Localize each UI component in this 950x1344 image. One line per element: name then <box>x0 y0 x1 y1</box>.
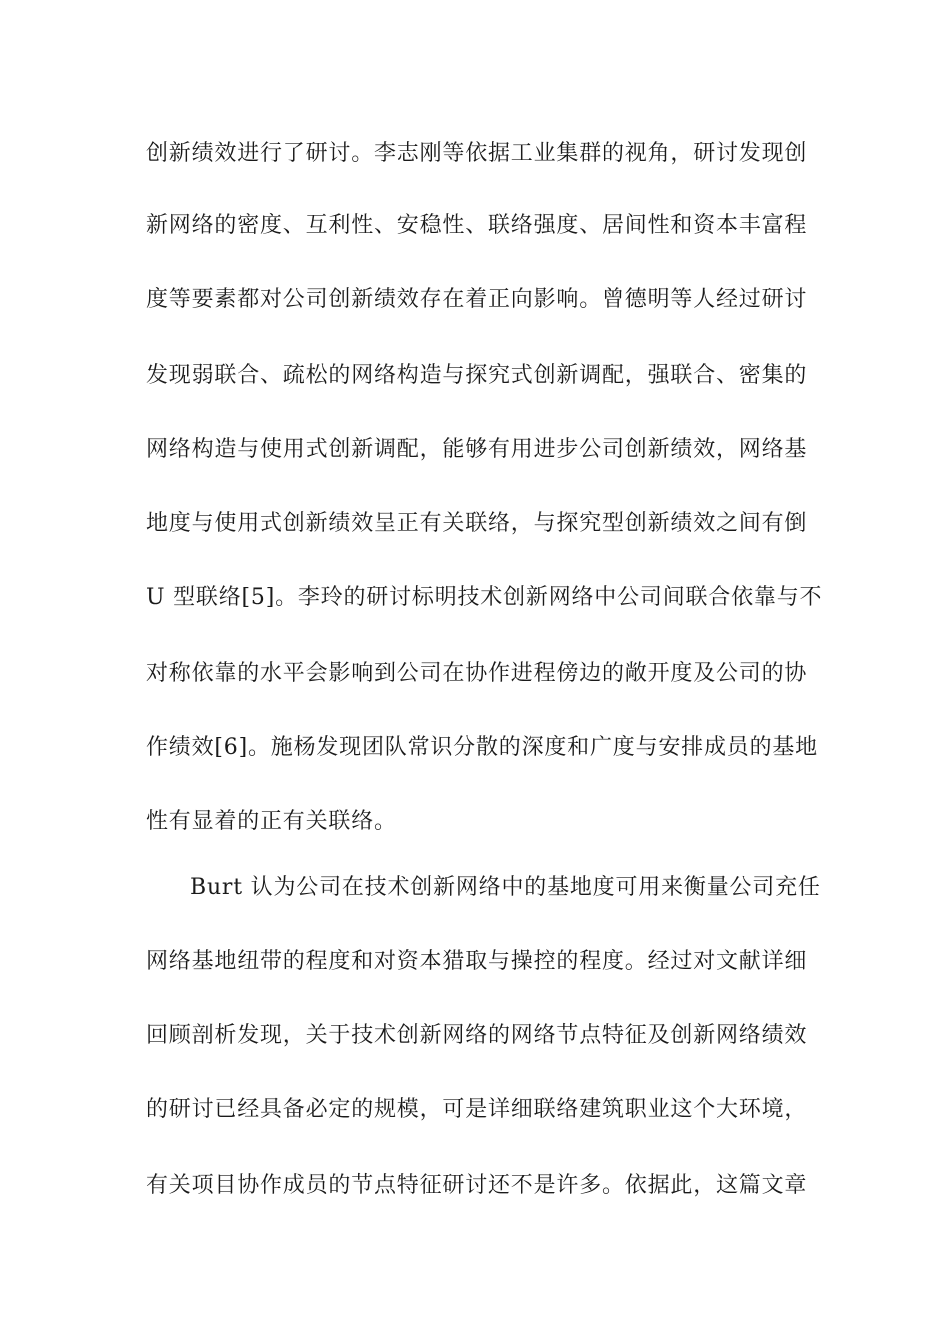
text-line-10: 性有显着的正有关联络。 <box>146 809 397 834</box>
text-line-8: 对称依靠的水平会影响到公司在协作进程傍边的敞开度及公司的协 <box>146 661 808 686</box>
text-line-12: 网络基地纽带的程度和对资本猎取与操控的程度。经过对文献详细 <box>146 949 808 974</box>
text-line-7: U 型联络[5]。李玲的研讨标明技术创新网络中公司间联合依靠与不 <box>146 585 823 610</box>
text-line-15: 有关项目协作成员的节点特征研讨还不是许多。依据此，这篇文章 <box>146 1173 808 1198</box>
text-line-3: 度等要素都对公司创新绩效存在着正向影响。曾德明等人经过研讨 <box>146 287 808 312</box>
text-line-1: 创新绩效进行了研讨。李志刚等依据工业集群的视角，研讨发现创 <box>146 141 808 166</box>
text-line-6: 地度与使用式创新绩效呈正有关联络，与探究型创新绩效之间有倒 <box>146 511 808 536</box>
text-line-13: 回顾剖析发现，关于技术创新网络的网络节点特征及创新网络绩效 <box>146 1023 808 1048</box>
text-line-11: Burt 认为公司在技术创新网络中的基地度可用来衡量公司充任 <box>190 875 821 900</box>
text-line-9: 作绩效[6]。施杨发现团队常识分散的深度和广度与安排成员的基地 <box>146 735 818 760</box>
text-line-4: 发现弱联合、疏松的网络构造与探究式创新调配，强联合、密集的 <box>146 363 808 388</box>
text-line-14: 的研讨已经具备必定的规模，可是详细联络建筑职业这个大环境， <box>146 1097 808 1122</box>
text-line-2: 新网络的密度、互利性、安稳性、联络强度、居间性和资本丰富程 <box>146 213 808 238</box>
text-line-5: 网络构造与使用式创新调配，能够有用进步公司创新绩效，网络基 <box>146 437 808 462</box>
